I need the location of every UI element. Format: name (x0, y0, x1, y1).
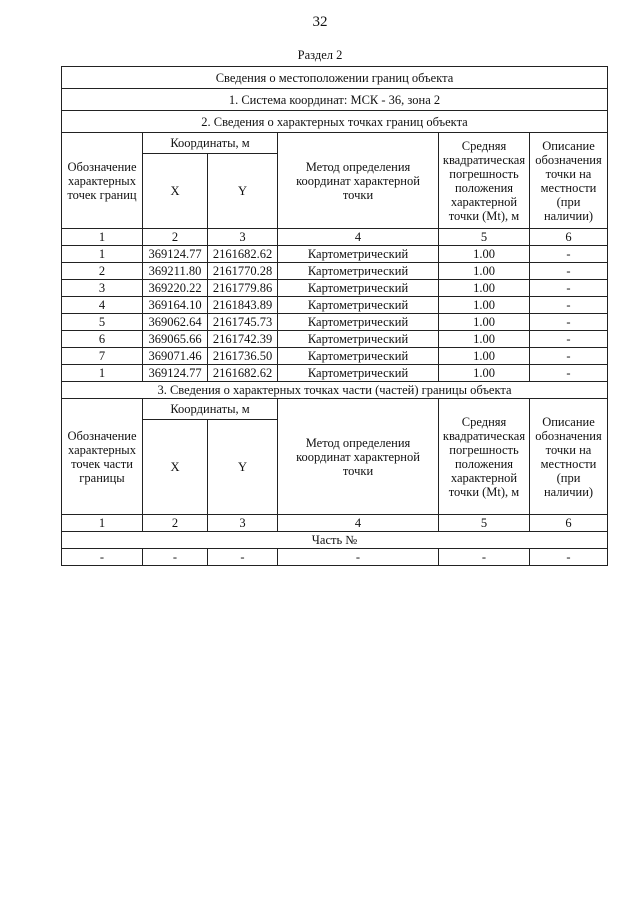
cell-y: 2161745.73 (208, 314, 278, 331)
header3-coordinates: Координаты, м (143, 399, 278, 420)
header-method: Метод определения координат характерной точки (278, 133, 439, 229)
table-title: Сведения о местоположении границ объекта (62, 67, 608, 89)
cell-method: Картометрический (278, 314, 439, 331)
cell-desc: - (530, 331, 608, 348)
col-number: 6 (530, 515, 608, 532)
cell-point: 4 (62, 297, 143, 314)
header-y: Y (208, 154, 278, 229)
header-point-designation: Обозначение характерных точек границ (62, 133, 143, 229)
col-number: 5 (439, 229, 530, 246)
header3-method: Метод определения координат характерной точки (278, 399, 439, 515)
table-row (62, 331, 608, 348)
cell-desc: - (530, 365, 608, 382)
cell-x: 369071.46 (143, 348, 208, 365)
cell-y: 2161843.89 (208, 297, 278, 314)
col-number: 3 (208, 515, 278, 532)
col-number: 4 (278, 515, 439, 532)
table-row (62, 297, 608, 314)
cell-method: Картометрический (278, 297, 439, 314)
cell-mt: 1.00 (439, 314, 530, 331)
table-row (62, 348, 608, 365)
cell-mt: 1.00 (439, 348, 530, 365)
cell-point: 1 (62, 365, 143, 382)
cell-method: Картометрический (278, 348, 439, 365)
table-row (62, 365, 608, 382)
col-number: 2 (143, 229, 208, 246)
cell-desc: - (530, 246, 608, 263)
cell-mt: 1.00 (439, 246, 530, 263)
cell-y: 2161682.62 (208, 365, 278, 382)
cell-x: 369211.80 (143, 263, 208, 280)
cell-y: 2161742.39 (208, 331, 278, 348)
cell-point: 7 (62, 348, 143, 365)
header-description: Описание обозначения точки на местности (при наличии) (530, 133, 608, 229)
cell-desc: - (530, 314, 608, 331)
cell-method: Картометрический (278, 246, 439, 263)
cell-method: Картометрический (278, 365, 439, 382)
column-numbers-row (62, 515, 608, 532)
page-number: 32 (312, 14, 328, 30)
cell-mt: 1.00 (439, 365, 530, 382)
col-number: 4 (278, 229, 439, 246)
header-error: Средняя квадратическая погрешность положения характерной точки (Mt), м (439, 133, 530, 229)
table-row (62, 314, 608, 331)
cell-method: Картометрический (278, 331, 439, 348)
cell-x: 369124.77 (143, 246, 208, 263)
header-coordinates: Координаты, м (143, 133, 278, 154)
cell-method: Картометрический (278, 280, 439, 297)
boundary-table (61, 66, 608, 566)
col-number: 5 (439, 515, 530, 532)
section-label: Раздел 2 (297, 48, 343, 62)
table-row (62, 246, 608, 263)
header3-description: Описание обозначения точки на местности (при наличии) (530, 399, 608, 515)
cell-method: Картометрический (278, 263, 439, 280)
cell-method: - (278, 549, 439, 566)
cell-mt: - (439, 549, 530, 566)
cell-desc: - (530, 280, 608, 297)
coord-system: 1. Система координат: МСК - 36, зона 2 (62, 89, 608, 111)
section2-title: 2. Сведения о характерных точках границ объекта (62, 111, 608, 133)
col-number: 1 (62, 515, 143, 532)
cell-desc: - (530, 549, 608, 566)
cell-y: - (208, 549, 278, 566)
cell-mt: 1.00 (439, 297, 530, 314)
col-number: 1 (62, 229, 143, 246)
cell-desc: - (530, 297, 608, 314)
part-label: Часть № (62, 532, 608, 549)
table-row (62, 280, 608, 297)
cell-y: 2161770.28 (208, 263, 278, 280)
cell-x: 369220.22 (143, 280, 208, 297)
cell-x: 369065.66 (143, 331, 208, 348)
header3-x: X (143, 420, 208, 515)
header3-y: Y (208, 420, 278, 515)
cell-point: - (62, 549, 143, 566)
cell-mt: 1.00 (439, 331, 530, 348)
cell-x: 369124.77 (143, 365, 208, 382)
cell-x: 369164.10 (143, 297, 208, 314)
table-row (62, 549, 608, 566)
cell-point: 5 (62, 314, 143, 331)
cell-mt: 1.00 (439, 263, 530, 280)
cell-mt: 1.00 (439, 280, 530, 297)
cell-desc: - (530, 348, 608, 365)
cell-y: 2161736.50 (208, 348, 278, 365)
column-numbers-row (62, 229, 608, 246)
header-x: X (143, 154, 208, 229)
cell-y: 2161779.86 (208, 280, 278, 297)
cell-point: 1 (62, 246, 143, 263)
cell-x: 369062.64 (143, 314, 208, 331)
col-number: 6 (530, 229, 608, 246)
col-number: 2 (143, 515, 208, 532)
section3-title: 3. Сведения о характерных точках части (частей) границы объекта (62, 382, 608, 399)
cell-point: 3 (62, 280, 143, 297)
cell-x: - (143, 549, 208, 566)
table-row (62, 263, 608, 280)
cell-point: 2 (62, 263, 143, 280)
header3-error: Средняя квадратическая погрешность положения характерной точки (Mt), м (439, 399, 530, 515)
col-number: 3 (208, 229, 278, 246)
cell-desc: - (530, 263, 608, 280)
cell-point: 6 (62, 331, 143, 348)
header3-point-designation: Обозначение характерных точек части границы (62, 399, 143, 515)
cell-y: 2161682.62 (208, 246, 278, 263)
